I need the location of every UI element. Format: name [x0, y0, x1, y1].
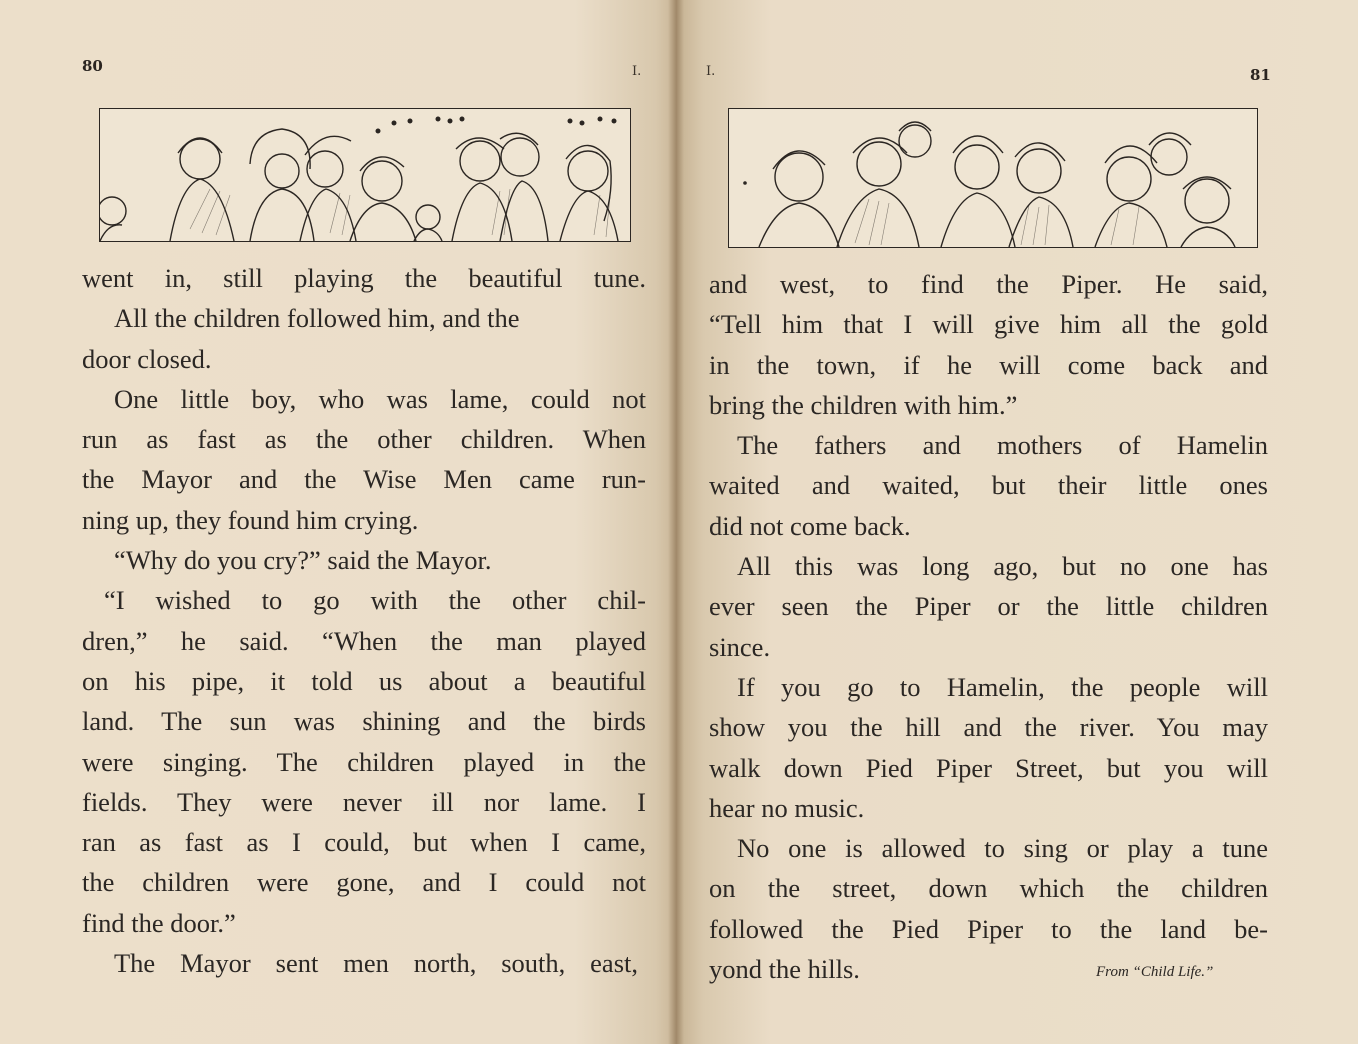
text-line: the Mayor and the Wise Men came run- [82, 464, 646, 495]
text-line: hear no music. [709, 792, 865, 823]
text-line: door closed. [82, 343, 212, 374]
music-notes-icon [376, 117, 617, 134]
text-line: since. [709, 631, 771, 662]
text-line: and west, to find the Piper. He said, [709, 269, 1268, 299]
text-line: on his pipe, it told us about a beautiful [82, 665, 646, 696]
child-figure-3 [899, 122, 931, 157]
text-line: “I wished to go with the other chil- [104, 585, 646, 616]
children-procession-illustration-art [100, 109, 630, 241]
text-line: yond the hills. [709, 954, 860, 985]
text-line: run as fast as the other children. When [82, 424, 646, 455]
text-line: “Tell him that I will give him all the gold [709, 309, 1268, 340]
source-credit: From “Child Life.” [1096, 964, 1214, 980]
child-figure-4 [350, 157, 416, 241]
left-page-number: 80 [82, 57, 103, 75]
children-group-illustration [728, 108, 1258, 248]
child-figure-small [414, 205, 442, 241]
child-figure-5 [1009, 143, 1073, 247]
text-line: find the door.” [82, 907, 236, 938]
text-line: walk down Pied Piper Street, but you will [709, 752, 1268, 783]
text-line: followed the Pied Piper to the land be- [709, 913, 1268, 944]
children-group-illustration-art [729, 109, 1257, 247]
child-figure-6 [1095, 146, 1167, 247]
text-line: in the town, if he will come back and [709, 349, 1268, 380]
text-line: ever seen the Piper or the little children [709, 591, 1268, 622]
text-line: ran as fast as I could, but when I came, [82, 827, 646, 858]
child-figure-1 [759, 151, 839, 247]
text-line: land. The sun was shining and the birds [82, 706, 646, 737]
text-line: bring the children with him.” [709, 389, 1018, 420]
text-line: No one is allowed to sing or play a tune [737, 833, 1268, 864]
children-procession-illustration [99, 108, 631, 242]
text-line: on the street, down which the children [709, 873, 1268, 904]
text-line: went in, still playing the beautiful tune. [82, 263, 646, 293]
text-line: All the children followed him, and the [114, 303, 520, 334]
right-page-number: 81 [1250, 66, 1271, 84]
child-figure-edge [100, 197, 126, 241]
left-page [0, 0, 676, 1044]
text-line: fields. They were never ill nor lame. I [82, 786, 646, 817]
right-page-signature: I. [706, 64, 716, 79]
child-figure-7 [1149, 133, 1191, 175]
text-line: waited and waited, but their little ones [709, 470, 1268, 501]
text-line: the children were gone, and I could not [82, 867, 646, 898]
text-line: show you the hill and the river. You may [709, 712, 1268, 743]
text-line: “Why do you cry?” said the Mayor. [114, 545, 492, 576]
left-page-text [82, 258, 646, 983]
text-line: The fathers and mothers of Hamelin [737, 430, 1268, 461]
text-line: were singing. The children played in the [82, 746, 646, 777]
left-page-signature: I. [632, 64, 642, 79]
text-line: dren,” he said. “When the man played [82, 625, 646, 656]
text-line: did not come back. [709, 510, 911, 541]
text-line: The Mayor sent men north, south, east, [114, 948, 638, 979]
text-line: One little boy, who was lame, could not [114, 383, 646, 414]
child-figure-4 [941, 136, 1015, 247]
text-line: If you go to Hamelin, the people will [737, 671, 1268, 702]
child-figure-8 [1181, 177, 1235, 247]
text-line: All this was long ago, but no one has [737, 551, 1268, 582]
child-figure-7 [560, 145, 618, 241]
right-page-text [709, 264, 1268, 989]
child-figure-1 [170, 138, 234, 241]
book-gutter [668, 0, 684, 1044]
child-figure-6 [500, 133, 548, 241]
text-line: ning up, they found him crying. [82, 504, 419, 535]
right-page [676, 0, 1358, 1044]
